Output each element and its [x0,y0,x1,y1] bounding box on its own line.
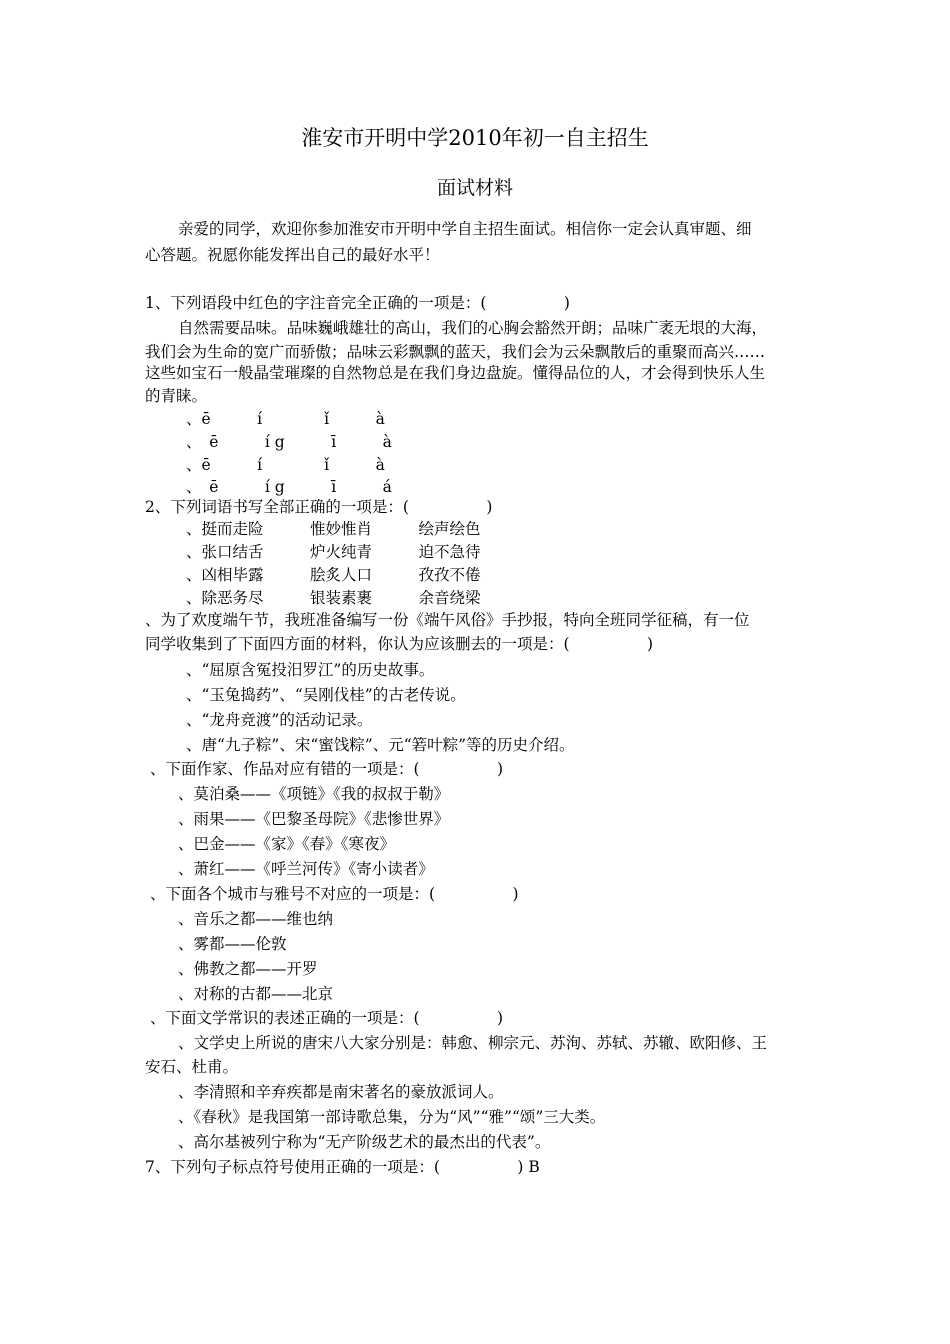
question-3-option: 、“龙舟竞渡”的活动记录。 [186,711,373,729]
question-1-option: 、ē í ǐ à [186,410,385,428]
question-1-option: 、ē í ǐ à [186,456,385,474]
question-4-option: 、雨果——《巴黎圣母院》《悲惨世界》 [178,810,450,828]
document-title: 淮安市开明中学2010年初一自主招生 [301,126,649,150]
question-6-option: 、高尔基被列宁称为“无产阶级艺术的最杰出的代表”。 [178,1133,551,1151]
question-5-option: 、对称的古都——北京 [178,985,334,1003]
question-3-stem: 同学收集到了下面四方面的材料，你认为应该删去的一项是：( ) [145,635,654,653]
document-subtitle: 面试材料 [436,177,513,199]
question-6-option: 、《春秋》是我国第一部诗歌总集，分为“风”“雅”“颂”三大类。 [178,1108,606,1126]
question-1-passage-line: 我们会为生命的宽广而骄傲；品味云彩飘飘的蓝天，我们会为云朵飘散后的重聚而高兴…… [145,343,766,361]
question-5-option: 、雾都——伦敦 [178,935,287,953]
question-4-option: 、莫泊桑——《项链》《我的叔叔于勒》 [178,785,450,803]
question-2-option: 、挺而走险 惟妙惟肖 绘声绘色 [186,520,481,538]
question-1-passage-line: 的青睐。 [145,387,208,405]
question-4-option: 、巴金——《家》《春》《寒夜》 [178,835,396,853]
intro-line-2: 心答题。祝愿你能发挥出自己的最好水平！ [145,246,440,264]
intro-line-1: 亲爱的同学，欢迎你参加淮安市开明中学自主招生面试。相信你一定会认真审题、细 [178,220,752,238]
question-1-stem: 1、下列语段中红色的字注音完全正确的一项是：( ) [145,294,570,312]
question-6-option: 、李清照和辛弃疾都是南宋著名的豪放派词人。 [178,1083,504,1101]
question-3-option: 、唐“九子粽”、宋“蜜饯粽”、元“箬叶粽”等的历史介绍。 [186,736,575,754]
question-4-option: 、萧红——《呼兰河传》《寄小读者》 [178,860,434,878]
question-1-option: 、 ē í g ī á [186,478,392,496]
question-1-option: 、 ē í g ī à [186,433,392,451]
question-3-option: 、“屈原含冤投汨罗江”的历史故事。 [186,661,435,679]
question-6-option: 、文学史上所说的唐宋八大家分别是：韩愈、柳宗元、苏洵、苏轼、苏辙、欧阳修、王 [178,1034,768,1052]
question-2-option: 、张口结舌 炉火纯青 迫不急待 [186,543,481,561]
question-6-stem: 、下面文学常识的表述正确的一项是：( ) [150,1009,504,1027]
question-2-option: 、除恶务尽 银装素裹 余音绕梁 [186,589,481,607]
question-2-stem: 2、下列词语书写全部正确的一项是：( ) [145,498,493,516]
question-5-stem: 、下面各个城市与雅号不对应的一项是：( ) [150,885,519,903]
question-4-stem: 、下面作家、作品对应有错的一项是：( ) [150,760,504,778]
question-1-passage-line: 这些如宝石一般晶莹璀璨的自然物总是在我们身边盘旋。懂得品位的人，才会得到快乐人生 [145,364,766,382]
question-1-passage-line: 自然需要品味。品味巍峨雄壮的高山，我们的心胸会豁然开朗；品味广袤无垠的大海， [178,319,768,337]
question-6-option-continued: 安石、杜甫。 [145,1058,239,1076]
question-5-option: 、音乐之都——维也纳 [178,910,334,928]
question-3-option: 、“玉兔捣药”、“吴刚伐桂”的古老传说。 [186,686,466,704]
question-2-option: 、凶相毕露 脍炙人口 孜孜不倦 [186,566,481,584]
question-7-stem: 7、下列句子标点符号使用正确的一项是：( ) B [145,1158,540,1176]
question-3-stem: 、为了欢度端午节，我班准备编写一份《端午风俗》手抄报，特向全班同学征稿，有一位 [145,611,750,629]
question-5-option: 、佛教之都——开罗 [178,960,318,978]
